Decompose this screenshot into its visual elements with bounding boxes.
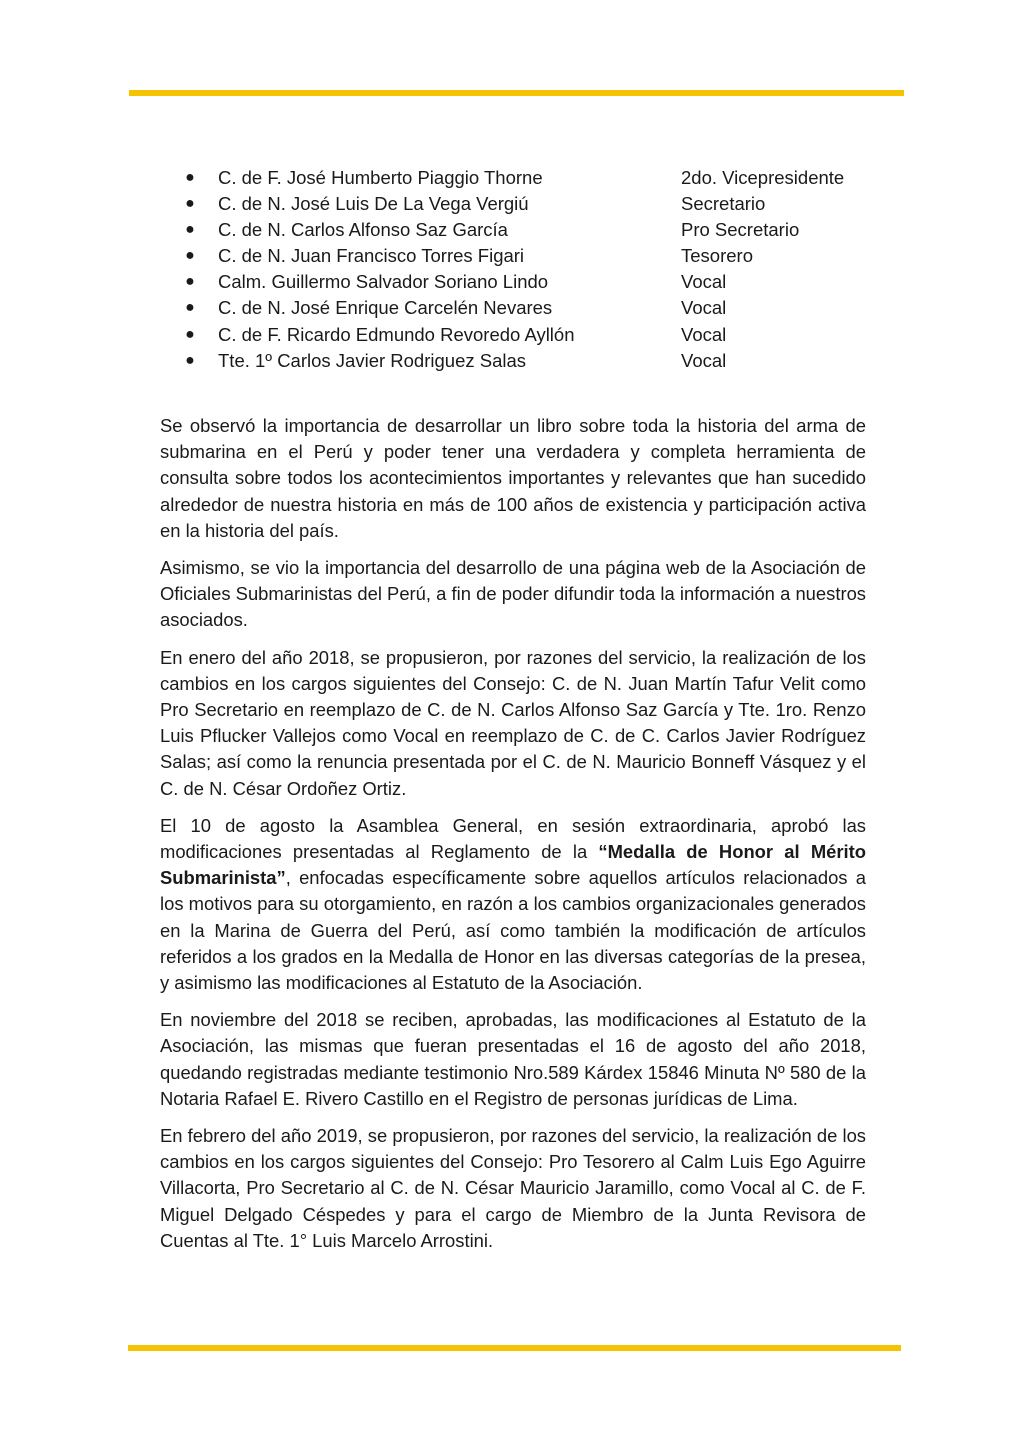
list-item [185,191,885,217]
member-name: Tte. 1º Carlos Javier Rodriguez Salas [218,349,527,371]
list-item [185,269,885,295]
top-accent-rule [129,90,904,96]
list-item [185,295,885,321]
member-name: C. de N. José Enrique Carcelén Nevares [218,297,553,319]
paragraph-text: El 10 de agosto la Asamblea General, en sesión extraordinaria, aprobó las modificaciones presentadas al Reglamento de la [160,814,866,863]
bullet-icon: ● [185,325,195,343]
member-role: Vocal [681,297,727,319]
member-role: 2do. Vicepresidente [681,167,845,188]
list-item [185,322,885,348]
bottom-accent-rule [128,1345,901,1351]
list-item [185,217,885,243]
member-role: Vocal [681,271,727,293]
body-text [160,413,866,1265]
list-item [185,243,885,269]
member-name: C. de N. Juan Francisco Torres Figari [218,245,525,267]
member-role: Vocal [681,323,727,345]
list-item [185,348,885,374]
paragraph-website: Asimismo, se vio la importancia del desarrollo de una página web de la Asociación de Oficiales Submarinistas del Perú, a fin de poder difundir toda la información a nuestros asociados. [160,557,866,631]
member-name: C. de N. José Luis De La Vega Vergiú [218,193,529,215]
member-role: Pro Secretario [681,219,800,241]
bullet-icon: ● [185,169,195,186]
member-role: Secretario [681,193,766,215]
member-name: C. de N. Carlos Alfonso Saz García [218,219,508,241]
member-name: Calm. Guillermo Salvador Soriano Lindo [218,271,549,293]
paragraph-august-assembly [160,813,866,996]
paragraph-february-2019: En febrero del año 2019, se propusieron, por razones del servicio, la realización de los cambios en los cargos siguientes del Consejo: Pro Tesorero al Calm Luis Ego Aguirre Villacorta, Pro Secretario al C. de N. César Mauricio Jaramillo, como Vocal al C. de F. Miguel Delgado Céspedes y para el cargo de Miembro de la Junta Revisora de Cuentas al Tte. 1° Luis Marcelo Arrostini. [160,1125,866,1251]
bullet-icon: ● [185,195,195,213]
member-role: Vocal [681,349,727,371]
bullet-icon: ● [185,221,195,239]
paragraph-january-2018: En enero del año 2018, se propusieron, por razones del servicio, la realización de los cambios en los cargos siguientes del Consejo: C. de N. Juan Martín Tafur Velit como Pro Secretario en reemplazo de C. de N. Carlos Alfonso Saz García y Tte. 1ro. Renzo Luis Pflucker Vallejos como Vocal en reemplazo de C. de C. Carlos Javier Rodríguez Salas; así como la renuncia presentada por el C. de N. Mauricio Bonneff Vásquez y el C. de N. César Ordoñez Ortiz. [160,646,866,799]
bullet-icon: ● [185,351,195,369]
list-item [185,165,885,191]
member-role: Tesorero [681,245,753,267]
council-member-list [185,165,885,374]
paragraph-text: , enfocadas específicamente sobre aquellos artículos relacionados a los motivos para su otorgamiento, en razón a los cambios organizacionales generados en la Marina de Guerra del Perú, así como también la modificación de artículos referidos a los grados en la Medalla de Honor en las diversas categorías de la presea, y asimismo las modificaciones al Estatuto de la Asociación. [160,867,866,994]
member-name: C. de F. José Humberto Piaggio Thorne [218,167,543,188]
paragraph-history-book: Se observó la importancia de desarrollar un libro sobre toda la historia del arma de submarina en el Perú y poder tener una verdadera y completa herramienta de consulta sobre todos los acontecimientos importantes y relevantes que han sucedido alrededor de nuestra historia en más de 100 años de existencia y participación activa en la historia del país. [160,415,866,541]
paragraph-november-2018: En noviembre del 2018 se reciben, aprobadas, las modificaciones al Estatuto de la Asociación, las mismas que fueran presentadas el 16 de agosto del año 2018, quedando registradas mediante testimonio Nro.589 Kárdex 15846 Minuta Nº 580 de la Notaria Rafael E. Rivero Castillo en el Registro de personas jurídicas de Lima. [160,1009,866,1109]
bullet-icon: ● [185,273,195,291]
medal-name: “Medalla de Honor al Mérito Submarinista” [160,841,867,889]
member-name: C. de F. Ricardo Edmundo Revoredo Ayllón [218,323,575,345]
bullet-icon: ● [185,247,195,265]
bullet-icon: ● [185,299,195,317]
